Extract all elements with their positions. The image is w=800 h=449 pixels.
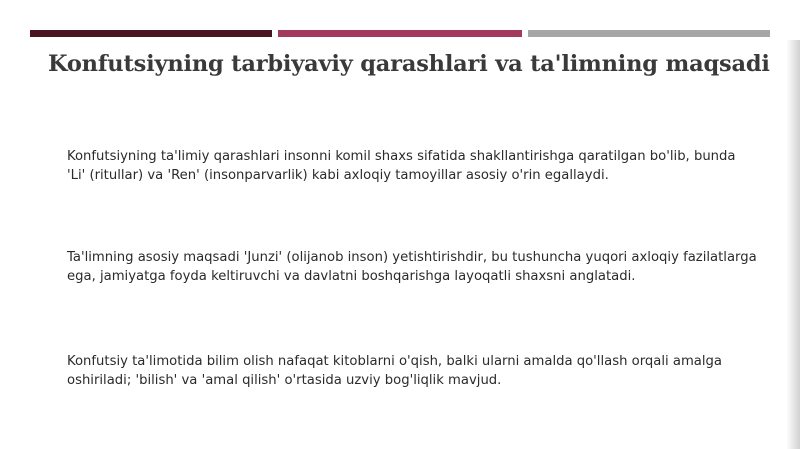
decor-bar-accent — [278, 30, 522, 37]
paragraph-2: Ta'limning asosiy maqsadi 'Junzi' (olijanob inson) yetishtirishdir, bu tushuncha yuqori axloqiy fazilatlarga ega, jamiyatga foyda keltiruvchi va davlatni boshqarishga layoqatli shaxsni anglatadi. — [67, 250, 757, 284]
paragraph-1: Konfutsiyning ta'limiy qarashlari insonni komil shaxs sifatida shakllantirishga qaratilgan bo'lib, bunda 'Li' (ritullar) va 'Ren' (insonparvarlik) kabi axloqiy tamoyillar asosiy o'rin egallaydi. — [67, 149, 736, 183]
decor-bar-gray — [528, 30, 770, 37]
slide-edge-shadow — [786, 40, 800, 449]
decor-bar-dark — [30, 30, 272, 37]
slide-title: Konfutsiyning tarbiyaviy qarashlari va ta'limning maqsadi — [48, 51, 770, 77]
paragraph-3: Konfutsiy ta'limotida bilim olish nafaqat kitoblarni o'qish, balki ularni amalda qo'llash orqali amalga oshiriladi; 'bilish' va 'amal qilish' o'rtasida uzviy bog'liqlik mavjud. — [67, 354, 722, 388]
